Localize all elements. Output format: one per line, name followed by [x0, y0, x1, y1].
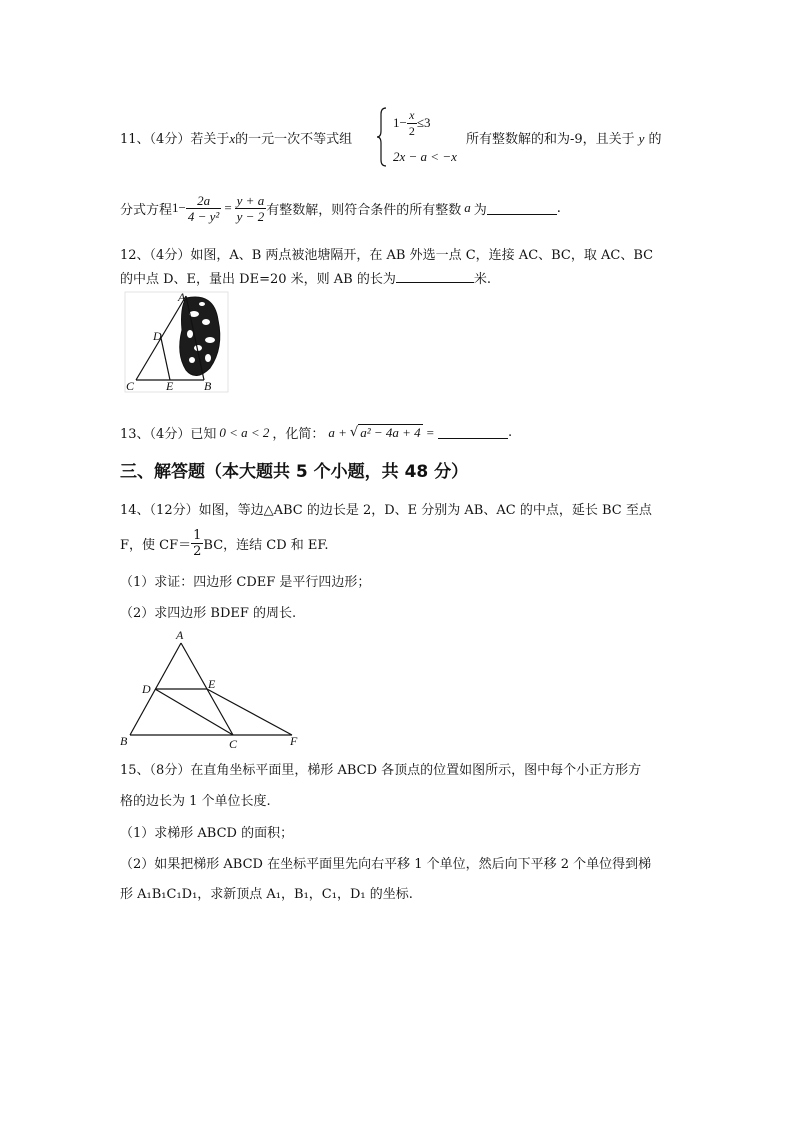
- line-DE: [161, 338, 170, 380]
- q11-var-x: x: [229, 131, 236, 146]
- q14-part2: （2）求四边形 BDEF 的周长.: [120, 606, 297, 621]
- q14-line1: 14、（12分）如图，等边△ABC 的边长是 2，D、E 分别为 AB、AC 的中点，延长 BC 至点: [120, 503, 652, 518]
- q15-part1: （1）求梯形 ABCD 的面积；: [120, 826, 294, 841]
- q14-label-E: E: [208, 677, 216, 691]
- line-DC: [155, 689, 233, 735]
- q14-line2: F，使 CF＝ $\frac{1}{2}$ BC，连结 CD 和 EF.: [120, 528, 329, 559]
- q14-figure: [116, 627, 306, 752]
- q11-ineq2: 2x − a < −x: [393, 149, 457, 164]
- q12-line2: 的中点 D、E，量出 DE=20 米，则 AB 的长为 米.: [120, 272, 492, 287]
- q11-text-a: 11、（4分）若关于: [120, 132, 230, 147]
- q12-label-D: D: [153, 329, 162, 343]
- q14-label-C: C: [229, 737, 238, 751]
- q14-label-B: B: [120, 734, 128, 748]
- q11-var-y: y: [638, 131, 645, 146]
- section-heading: 三、解答题（本大题共 5 个小题，共 48 分）: [120, 462, 469, 482]
- q11-eq-fraction1: $\frac{2a}{\text{4 − y²}}$: [187, 192, 220, 224]
- q13-line: 13、（4分）已知 0 < a < 2 ，化简： a + √ a² − 4a + 4 = .: [120, 424, 513, 442]
- q12-label-C: C: [126, 379, 135, 393]
- q13-radicand: a² − 4a + 4: [360, 425, 421, 440]
- q14-label-D: D: [142, 682, 151, 696]
- q11-line1: [120, 128, 352, 147]
- q14-fraction: $\frac{1}{2}$: [193, 528, 202, 559]
- sqrt-icon: √: [349, 425, 359, 440]
- q11-ineq1: 1− $\frac{x}{2}$ ≤3: [393, 108, 431, 138]
- q12-label-B: B: [204, 379, 212, 393]
- q12-answer-blank[interactable]: [396, 270, 474, 283]
- q11-eq-fraction2: $\frac{y + a}{y - 2}$: [236, 192, 265, 224]
- q14-part1: （1）求证：四边形 CDEF 是平行四边形；: [120, 575, 371, 590]
- q11-line1-end: 所有整数解的和为-9，且关于 y 的: [466, 131, 662, 147]
- q14-label-F: F: [290, 734, 298, 748]
- q12-line1: 12、（4分）如图，A、B 两点被池塘隔开，在 AB 外选一点 C，连接 AC、BC，取 AC、BC: [120, 248, 654, 263]
- q15-part2: （2）如果把梯形 ABCD 在坐标平面里先向右平移 1 个单位，然后向下平移 2 个单位得到梯: [120, 857, 652, 872]
- pond-shape: [180, 297, 220, 376]
- q11-ineq1-fraction: $\frac{x}{2}$: [408, 108, 415, 138]
- q11-line2: 分式方程 1− $\frac{2a}{\text{4 − y²}}$ = $\frac{y + a}{y - 2}$ 有整数解，则符合条件的所有整数 a 为 .: [120, 192, 561, 224]
- q11-answer-blank[interactable]: [487, 202, 557, 215]
- q12-label-E: E: [166, 379, 174, 393]
- q12-label-A: A: [178, 290, 186, 304]
- q13-condition: 0 < a < 2: [219, 424, 270, 440]
- q15-line2: 格的边长为 1 个单位长度.: [120, 794, 271, 809]
- q15-line3: 形 A₁B₁C₁D₁，求新顶点 A₁，B₁，C₁，D₁ 的坐标.: [120, 887, 413, 902]
- left-brace-icon: [376, 106, 388, 168]
- q12-figure: [120, 290, 230, 396]
- q14-label-A: A: [176, 628, 184, 642]
- q15-line1: 15、（8分）在直角坐标平面里，梯形 ABCD 各顶点的位置如图所示，图中每个小正方形方: [120, 763, 642, 778]
- q11-var-a: a: [464, 200, 471, 215]
- q13-answer-blank[interactable]: [438, 426, 508, 439]
- q11-text-b: 的一元一次不等式组: [235, 132, 353, 147]
- q11-inequality-system: [376, 106, 460, 168]
